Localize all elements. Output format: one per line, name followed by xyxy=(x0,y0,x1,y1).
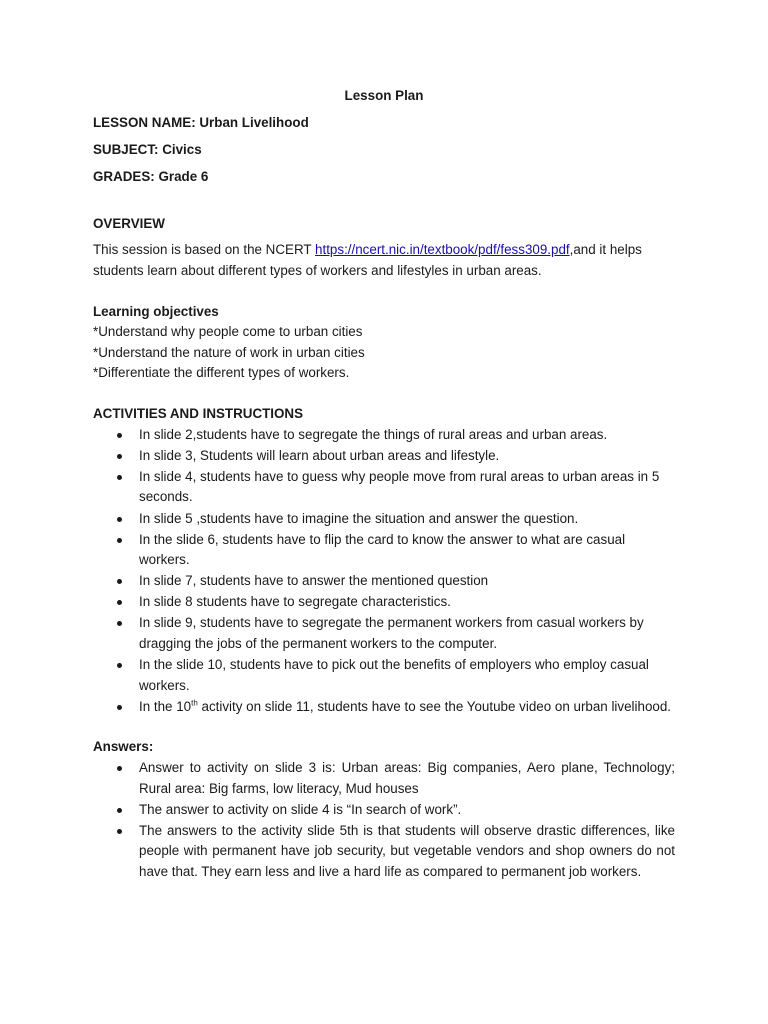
answer-item: The answers to the activity slide 5th is that students will observe drastic differences, like people with permanent have job security, but vegetable vendors and shop owners do not have that. They earn less and live a hard life as compared to permanent job workers. xyxy=(93,821,675,883)
activities-heading: ACTIVITIES AND INSTRUCTIONS xyxy=(93,406,304,422)
answer-item: Answer to activity on slide 3 is: Urban areas: Big companies, Aero plane, Technology; Rural area: Big farms, low literacy, Mud houses xyxy=(93,758,675,799)
answer-item: The answer to activity on slide 4 is “In search of work”. xyxy=(93,800,675,821)
document-title: Lesson Plan xyxy=(344,88,424,103)
activities-list xyxy=(93,425,675,718)
overview-text xyxy=(93,240,675,281)
objective-item: *Understand the nature of work in urban cities xyxy=(93,344,365,360)
objectives-list xyxy=(93,322,675,384)
activity-last-after: activity on slide 11, students have to see the Youtube video on urban livelihood. xyxy=(197,698,672,714)
answers-list xyxy=(93,758,675,883)
activity-item-last xyxy=(93,697,675,718)
overview-text-before: This session is based on the NCERT xyxy=(93,242,316,258)
activity-item: In slide 3, Students will learn about urban areas and lifestyle. xyxy=(93,446,675,467)
ncert-link[interactable]: https://ncert.nic.in/textbook/pdf/fess309.pdf xyxy=(315,242,570,258)
grades: GRADES: Grade 6 xyxy=(93,168,209,184)
lesson-name: LESSON NAME: Urban Livelihood xyxy=(93,114,309,130)
subject: SUBJECT: Civics xyxy=(93,141,202,157)
answers-heading: Answers: xyxy=(93,739,154,755)
objective-item: *Understand why people come to urban cities xyxy=(93,324,363,340)
activity-item: In the slide 10, students have to pick out the benefits of employers who employ casual workers. xyxy=(93,655,675,696)
activity-item: In slide 9, students have to segregate the permanent workers from casual workers by dragging the jobs of the permanent workers to the computer. xyxy=(93,613,675,654)
overview-text-after: ,and it helps students learn about different types of workers and lifestyles in urban areas. xyxy=(93,242,642,279)
objectives-heading: Learning objectives xyxy=(93,303,219,319)
objective-item: *Differentiate the different types of workers. xyxy=(93,365,350,381)
overview-heading: OVERVIEW xyxy=(93,215,165,231)
activity-last-before: In the 10 xyxy=(139,698,192,714)
activity-item: In slide 7, students have to answer the mentioned question xyxy=(93,571,675,592)
activity-item: In the slide 6, students have to flip the card to know the answer to what are casual workers. xyxy=(93,530,675,571)
activity-item: In slide 8 students have to segregate characteristics. xyxy=(93,592,675,613)
activity-item: In slide 2,students have to segregate the things of rural areas and urban areas. xyxy=(93,425,675,446)
activity-item: In slide 4, students have to guess why people move from rural areas to urban areas in 5 seconds. xyxy=(93,467,675,508)
activity-item: In slide 5 ,students have to imagine the situation and answer the question. xyxy=(93,509,675,530)
activity-last-sup: th xyxy=(191,698,198,708)
